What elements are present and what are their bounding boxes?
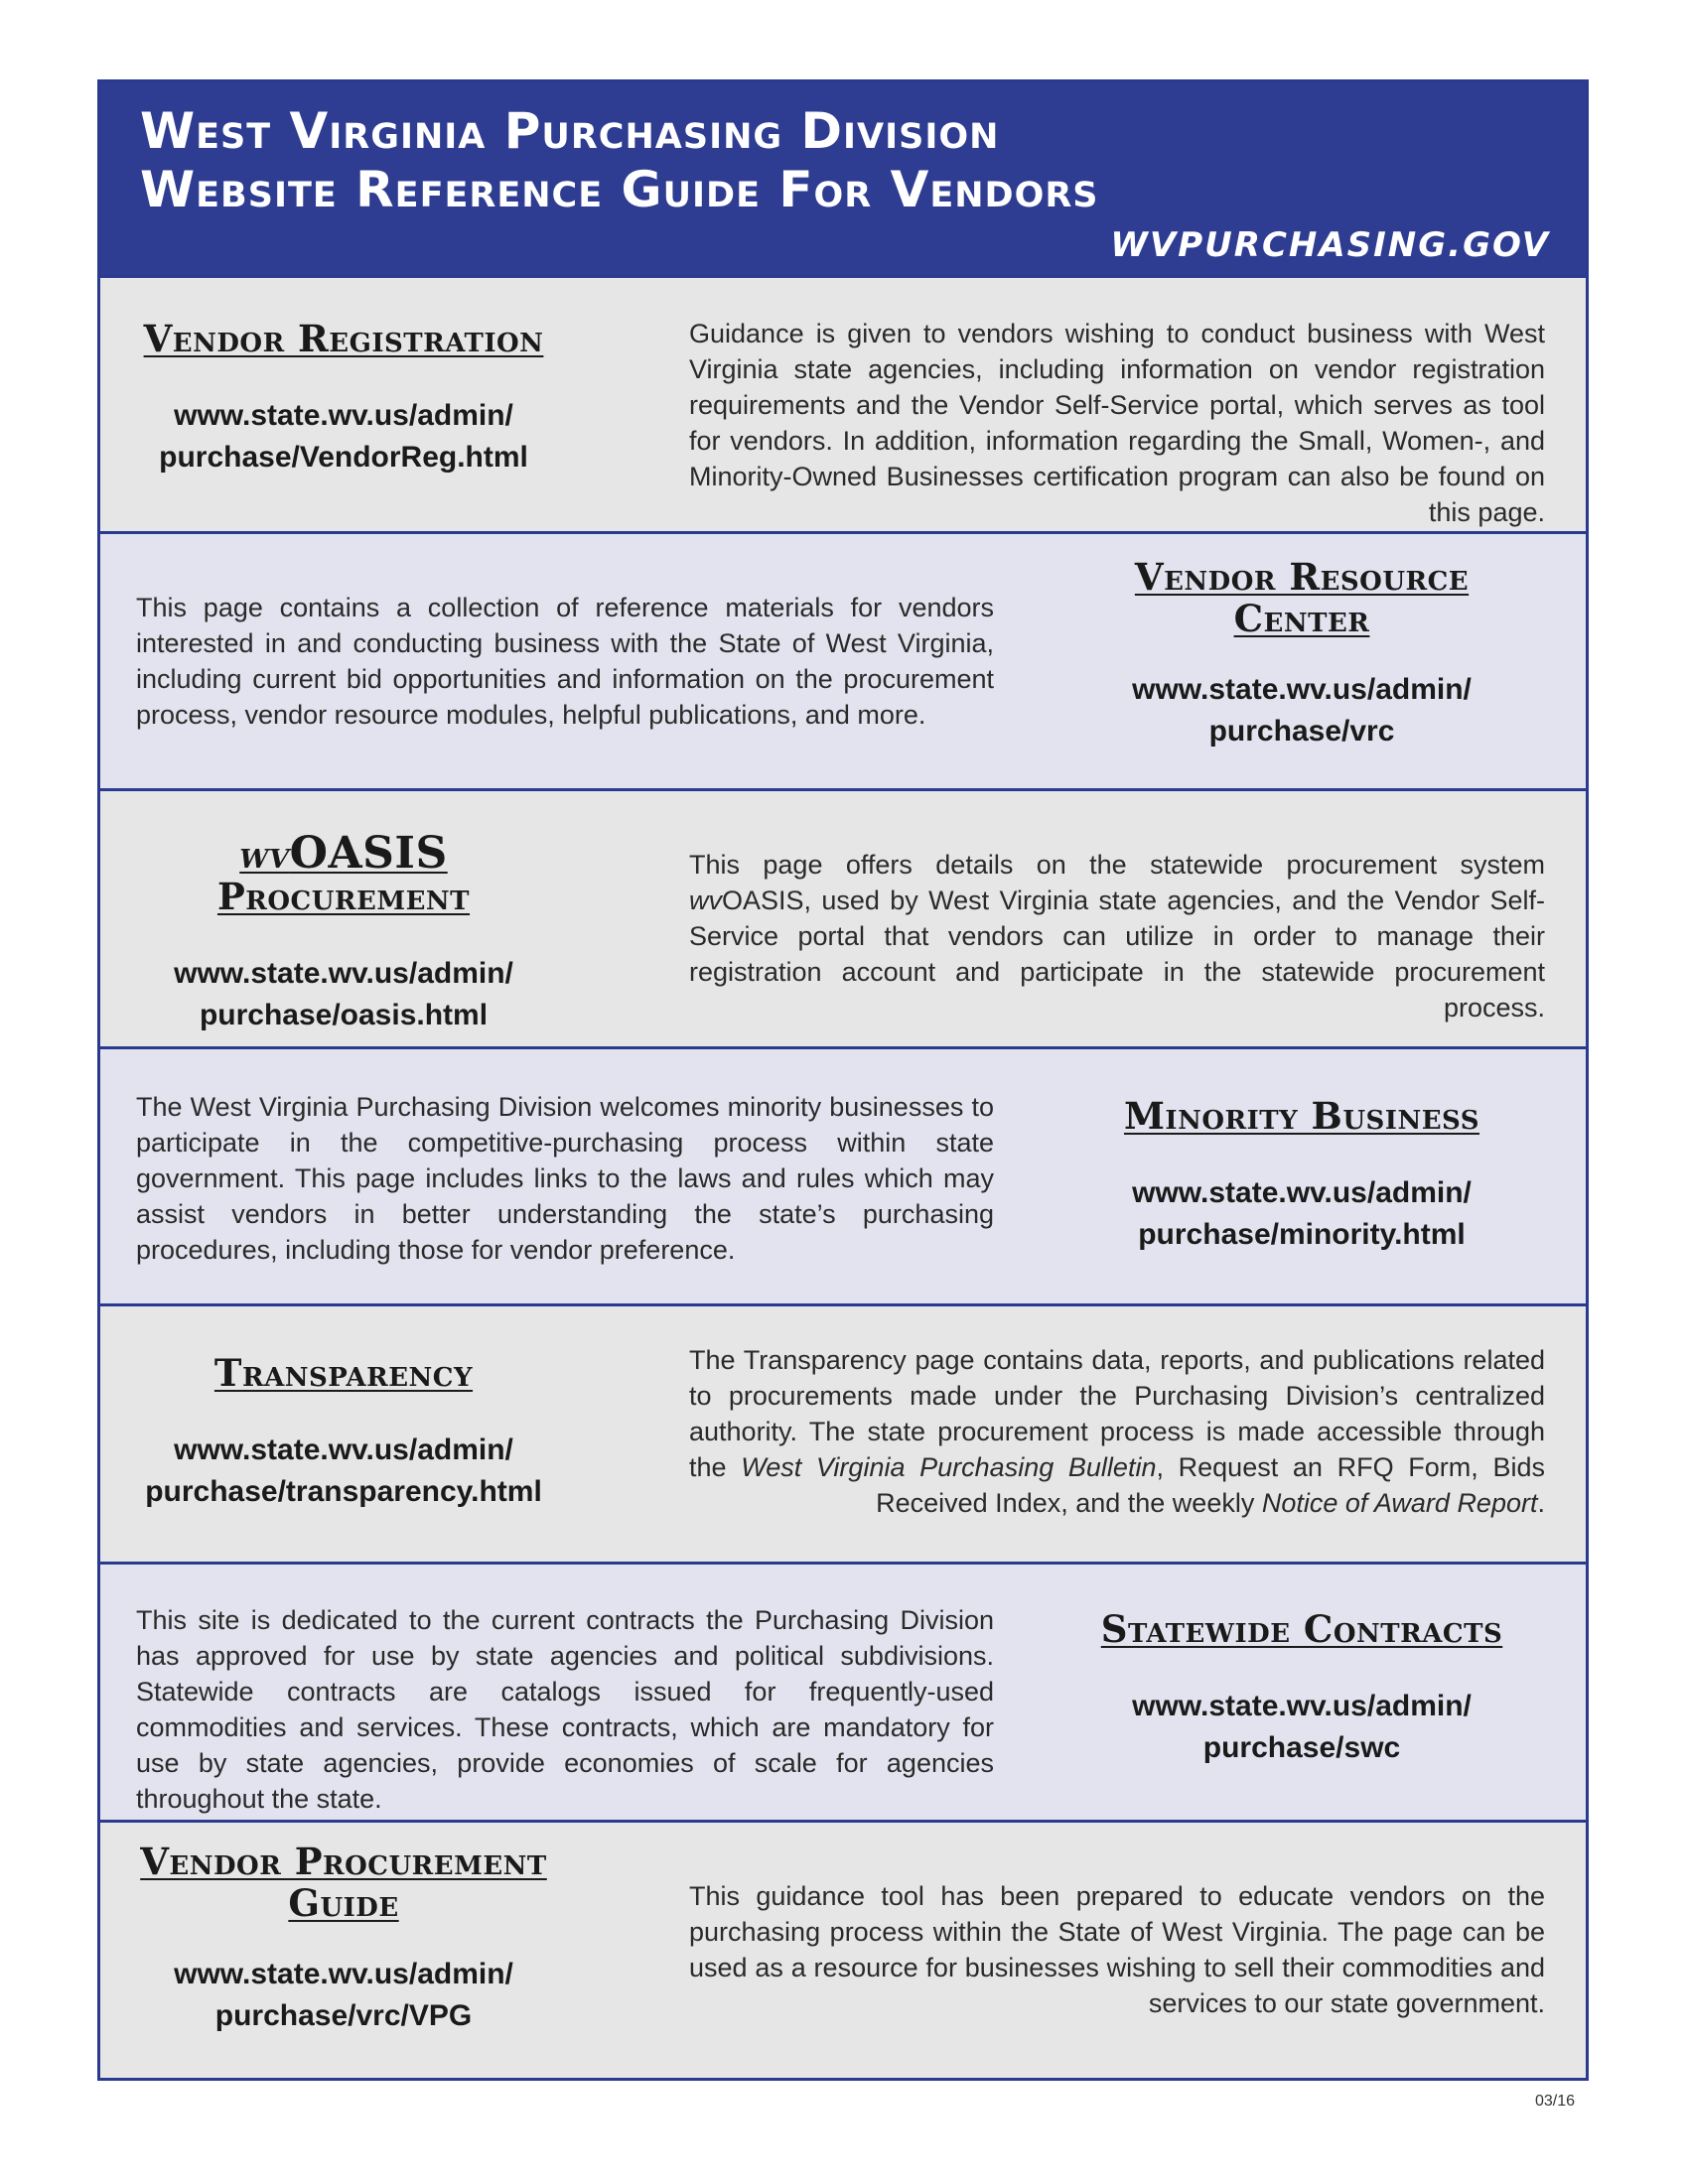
section-heading-block bbox=[130, 1841, 557, 2037]
section-url[interactable] bbox=[130, 1430, 557, 1513]
section-heading: Transparency bbox=[213, 1351, 474, 1395]
section-heading-block bbox=[1063, 1608, 1540, 1769]
url-line-2: purchase/transparency.html bbox=[145, 1475, 542, 1508]
url-line-2: purchase/VendorReg.html bbox=[159, 441, 528, 474]
section-url[interactable] bbox=[1063, 1686, 1540, 1769]
title-line-2: Website Reference Guide For Vendors bbox=[140, 161, 1099, 218]
heading-mid: OASIS bbox=[289, 828, 448, 879]
url-line-1: www.state.wv.us/admin/ bbox=[174, 957, 513, 990]
section-vendor-registration bbox=[100, 278, 1586, 534]
section-heading-block bbox=[130, 318, 557, 478]
url-line-2: purchase/swc bbox=[1202, 1731, 1401, 1764]
heading-line-1: Vendor Resource bbox=[1134, 555, 1470, 599]
section-heading bbox=[110, 828, 577, 918]
url-line-2: purchase/oasis.html bbox=[199, 999, 489, 1031]
title-line-1: West Virginia Purchasing Division bbox=[140, 102, 1000, 160]
section-url[interactable] bbox=[1083, 1172, 1520, 1256]
section-heading: Statewide Contracts bbox=[1100, 1607, 1503, 1651]
url-line-2: purchase/vrc bbox=[1208, 715, 1395, 748]
section-heading-block bbox=[1093, 556, 1510, 752]
section-heading bbox=[130, 1841, 557, 1924]
heading-line-2: Center bbox=[1233, 597, 1370, 640]
heading-prefix: wv bbox=[239, 833, 290, 877]
section-statewide-contracts bbox=[100, 1565, 1586, 1823]
revision-code: 03/16 bbox=[1534, 2093, 1575, 2110]
desc-part: . bbox=[1537, 1488, 1545, 1518]
section-heading: Minority Business bbox=[1123, 1094, 1480, 1138]
url-line-1: www.state.wv.us/admin/ bbox=[1132, 1690, 1472, 1722]
desc-emphasis: West Virginia Purchasing Bulletin bbox=[741, 1452, 1157, 1482]
section-minority-business bbox=[100, 1049, 1586, 1306]
desc-part: The Transparency page contains data, reports, and publications related to procurements made under the Purchasing Division’s centralized authority. The state procurement process is made accessible through the bbox=[689, 1345, 1545, 1482]
section-heading-block bbox=[1083, 1095, 1520, 1256]
section-description: This site is dedicated to the current contracts the Purchasing Division has approved for use by state agencies and political subdivisions. Statewide contracts are catalogs issued for frequently-used commodities and services. These contracts, which are mandatory for use by state agencies, provide economies of scale for agencies throughout the state. bbox=[136, 1605, 994, 1814]
section-url[interactable] bbox=[130, 395, 557, 478]
section-url[interactable] bbox=[1093, 669, 1510, 752]
section-heading-block bbox=[110, 828, 577, 1036]
heading-rest: Procurement bbox=[216, 875, 471, 918]
heading-line-2: Guide bbox=[288, 1881, 399, 1925]
section-description: This guidance tool has been prepared to educate vendors on the purchasing process within the State of West Virginia. The page can be used as a resource for businesses wishing to sell their commodities and services to our state government. bbox=[689, 1881, 1545, 2018]
section-transparency bbox=[100, 1306, 1586, 1565]
desc-emphasis: wv bbox=[689, 886, 722, 915]
url-line-2: purchase/minority.html bbox=[1138, 1218, 1466, 1251]
heading-line-1: Vendor Procurement bbox=[140, 1840, 547, 1883]
section-heading bbox=[1093, 556, 1510, 639]
reference-guide bbox=[97, 79, 1589, 2081]
section-description bbox=[689, 847, 1545, 1025]
section-heading-block bbox=[130, 1352, 557, 1513]
header-banner bbox=[100, 82, 1586, 278]
section-wvoasis-procurement bbox=[100, 791, 1586, 1049]
desc-part: This page offers details on the statewide procurement system bbox=[689, 850, 1545, 880]
url-line-1: www.state.wv.us/admin/ bbox=[1132, 673, 1472, 706]
desc-part: , Request an RFQ Form, Bids Received Index, and the weekly bbox=[876, 1452, 1545, 1518]
section-vendor-resource-center bbox=[100, 534, 1586, 791]
url-line-1: www.state.wv.us/admin/ bbox=[174, 399, 513, 432]
section-url[interactable] bbox=[130, 1954, 557, 2037]
section-description bbox=[689, 1342, 1545, 1521]
url-line-1: www.state.wv.us/admin/ bbox=[1132, 1176, 1472, 1209]
url-line-1: www.state.wv.us/admin/ bbox=[174, 1958, 513, 1990]
section-vendor-procurement-guide bbox=[100, 1823, 1586, 2078]
section-description: The West Virginia Purchasing Division welcomes minority businesses to participate in the competitive-purchasing process within state government. This page includes links to the laws and rules which may assist vendors in better understanding the state’s purchasing procedures, including those for vendor preference. bbox=[136, 1092, 994, 1265]
section-heading: Vendor Registration bbox=[143, 317, 544, 360]
site-url[interactable]: WVPURCHASING.GOV bbox=[1110, 225, 1550, 265]
desc-emphasis: Notice of Award Report bbox=[1261, 1488, 1538, 1518]
desc-part: OASIS, used by West Virginia state agencies, and the Vendor Self-Service portal that vendors can utilize in order to manage their registration account and participate in the statewide procurement process. bbox=[689, 886, 1545, 1023]
url-line-2: purchase/vrc/VPG bbox=[214, 1999, 473, 2032]
url-line-1: www.state.wv.us/admin/ bbox=[174, 1433, 513, 1466]
section-description: This page contains a collection of reference materials for vendors interested in and conducting business with the State of West Virginia, including current bid opportunities and information on the procurement process, vendor resource modules, helpful publications, and more. bbox=[136, 593, 994, 730]
section-description: Guidance is given to vendors wishing to conduct business with West Virginia state agencies, including information on vendor registration requirements and the Vendor Self-Service portal, which serves as tool for vendors. In addition, information regarding the Small, Women-, and Minority-Owned Businesses certification program can also be found on this page. bbox=[689, 319, 1545, 527]
section-url[interactable] bbox=[110, 953, 577, 1036]
